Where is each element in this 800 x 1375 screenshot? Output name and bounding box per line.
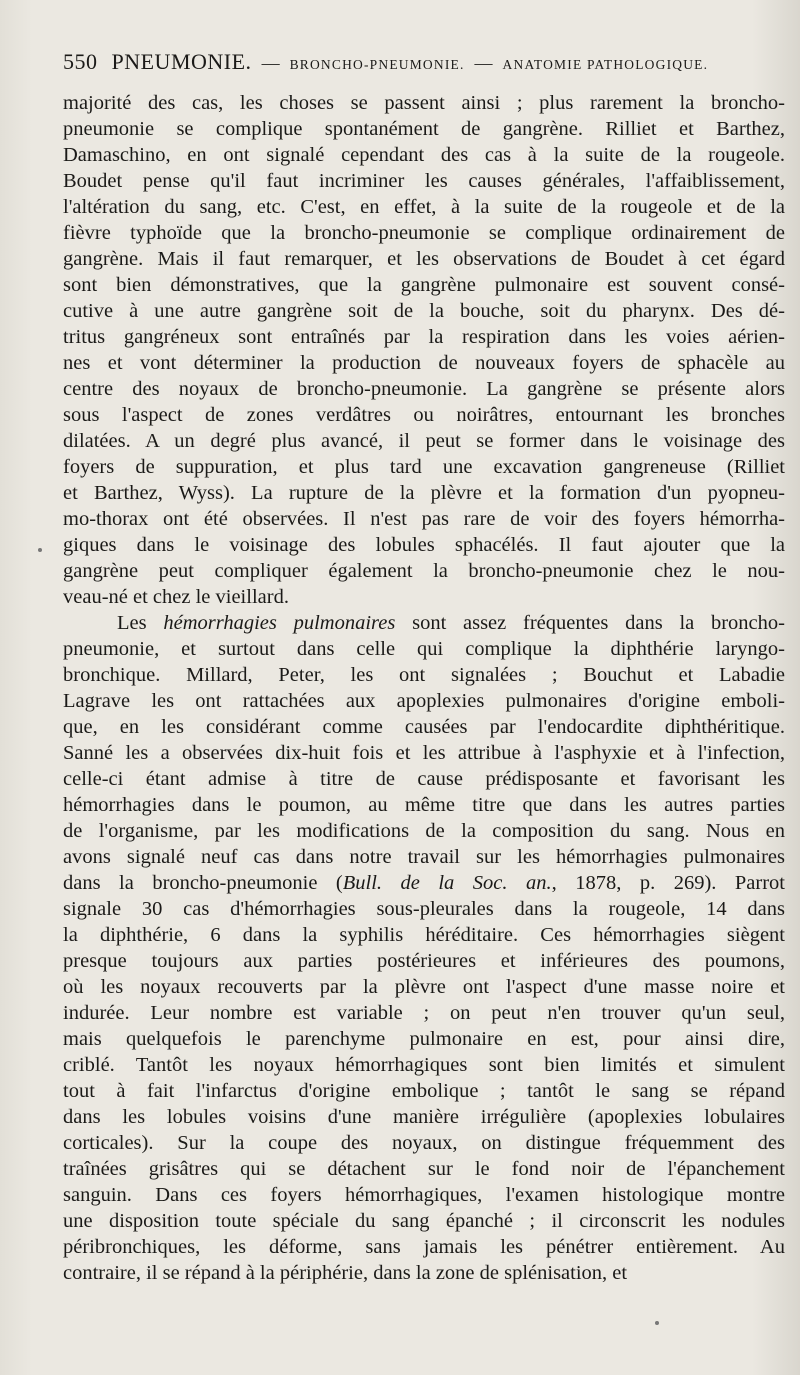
text-line: Lagrave les ont rattachées aux apoplexies pulmonaires d'origine emboli-: [63, 690, 785, 712]
text-line: mo-thorax ont été observées. Il n'est pas rare de voir des foyers hémorrha-: [63, 508, 785, 530]
text-line: indurée. Leur nombre est variable ; on peut n'en trouver qu'un seul,: [63, 1002, 785, 1024]
text-line: Sanné les a observées dix-huit fois et les attribue à l'asphyxie et à l'infection,: [63, 742, 785, 764]
text-line: corticales). Sur la coupe des noyaux, on distingue fréquemment des: [63, 1132, 785, 1154]
text-line: presque toujours aux parties postérieures et inférieures des poumons,: [63, 950, 785, 972]
text-line: tout à fait l'infarctus d'origine embolique ; tantôt le sang se répand: [63, 1080, 785, 1102]
text-line: péribronchiques, les déforme, sans jamais les pénétrer entièrement. Au: [63, 1236, 785, 1258]
text-line: pneumonie se complique spontanément de gangrène. Rilliet et Barthez,: [63, 118, 785, 140]
text-run: , 1878, p. 269). Parrot: [551, 872, 785, 894]
text-line: sous l'aspect de zones verdâtres ou noirâtres, entournant les bronches: [63, 404, 785, 426]
page-number: 550: [63, 49, 98, 74]
running-title: PNEUMONIE.: [111, 49, 252, 74]
text-line: l'altération du sang, etc. C'est, en effet, à la suite de la rougeole et de la: [63, 196, 785, 218]
running-section: BRONCHO-PNEUMONIE.: [289, 57, 465, 72]
citation-line: [63, 870, 785, 896]
paragraph-hemorrhages: [63, 610, 785, 1286]
text-line: veau-né et chez le vieillard.: [63, 586, 289, 608]
text-line: centre des noyaux de broncho-pneumonie. La gangrène se présente alors: [63, 378, 785, 400]
text-line: tritus gangréneux sont entraînés par la respiration dans les voies aérien-: [63, 326, 785, 348]
text-line: [63, 610, 785, 636]
text-line: où les noyaux recouverts par la plèvre ont l'aspect d'une masse noire et: [63, 976, 785, 998]
running-header: [63, 49, 783, 85]
text-line: celle-ci étant admise à titre de cause prédisposante et favorisant les: [63, 768, 785, 790]
text-line: sanguin. Dans ces foyers hémorrhagiques, l'examen histologique montre: [63, 1184, 785, 1206]
text-line: hémorrhagies dans le poumon, au même titre que dans les autres parties: [63, 794, 785, 816]
text-line: dans les lobules voisins d'une manière irrégulière (apoplexies lobulaires: [63, 1106, 785, 1128]
text-line: majorité des cas, les choses se passent ainsi ; plus rarement la broncho-: [63, 92, 785, 114]
text-line: nes et vont déterminer la production de nouveaux foyers de sphacèle au: [63, 352, 785, 374]
italic-text: Bull. de la Soc. an.: [342, 872, 552, 894]
text-line: traînées grisâtres qui se détachent sur le fond noir de l'épanchement: [63, 1158, 785, 1180]
text-line: pneumonie, et surtout dans celle qui complique la diphthérie laryngo-: [63, 638, 785, 660]
paragraph-gangrene: [63, 90, 785, 610]
text-line: fièvre typhoïde que la broncho-pneumonie se complique ordinairement de: [63, 222, 785, 244]
text-line: cutive à une autre gangrène soit de la bouche, soit du pharynx. Des dé-: [63, 300, 785, 322]
text-line: criblé. Tantôt les noyaux hémorrhagiques sont bien limités et simulent: [63, 1054, 785, 1076]
text-run: sont assez fréquentes dans la broncho-: [395, 612, 785, 634]
text-line: sont bien démonstratives, que la gangrène pulmonaire est souvent consé-: [63, 274, 785, 296]
text-line: bronchique. Millard, Peter, les ont signalées ; Bouchut et Labadie: [63, 664, 785, 686]
paper-speck: [38, 548, 42, 552]
text-run: Les: [117, 612, 164, 634]
header-dash: —: [261, 53, 280, 73]
text-line: de l'organisme, par les modifications de la composition du sang. Nous en: [63, 820, 785, 842]
text-line: foyers de suppuration, et plus tard une excavation gangreneuse (Rilliet: [63, 456, 785, 478]
text-line: avons signalé neuf cas dans notre travail sur les hémorrhagies pulmonaires: [63, 846, 785, 868]
text-line: gangrène peut compliquer également la broncho-pneumonie chez le nou-: [63, 560, 785, 582]
text-line: Damaschino, en ont signalé cependant des cas à la suite de la rougeole.: [63, 144, 785, 166]
text-line: que, en les considérant comme causées par l'endocardite diphthéritique.: [63, 716, 785, 738]
italic-text: hémorrhagies pulmonaires: [163, 612, 396, 634]
body-text: [63, 90, 785, 1286]
text-line: mais quelquefois le parenchyme pulmonaire en est, pour ainsi dire,: [63, 1028, 785, 1050]
running-subsection: ANATOMIE PATHOLOGIQUE.: [502, 57, 709, 72]
text-line: la diphthérie, 6 dans la syphilis héréditaire. Ces hémorrhagies siègent: [63, 924, 785, 946]
header-dash: —: [474, 53, 493, 73]
text-line: contraire, il se répand à la périphérie, dans la zone de splénisation, et: [63, 1262, 628, 1284]
paper-speck: [655, 1321, 659, 1325]
text-line: et Barthez, Wyss). La rupture de la plèvre et la formation d'un pyopneu-: [63, 482, 785, 504]
text-line: dilatées. A un degré plus avancé, il peut se former dans le voisinage des: [63, 430, 785, 452]
text-line: gangrène. Mais il faut remarquer, et les observations de Boudet à cet égard: [63, 248, 785, 270]
text-line: Boudet pense qu'il faut incriminer les causes générales, l'affaiblissement,: [63, 170, 785, 192]
text-line: signale 30 cas d'hémorrhagies sous-pleurales dans la rougeole, 14 dans: [63, 898, 785, 920]
text-line: giques dans le voisinage des lobules sphacélés. Il faut ajouter que la: [63, 534, 785, 556]
text-run: dans la broncho-pneumonie (: [63, 872, 343, 894]
text-line: une disposition toute spéciale du sang épanché ; il circonscrit les nodules: [63, 1210, 785, 1232]
